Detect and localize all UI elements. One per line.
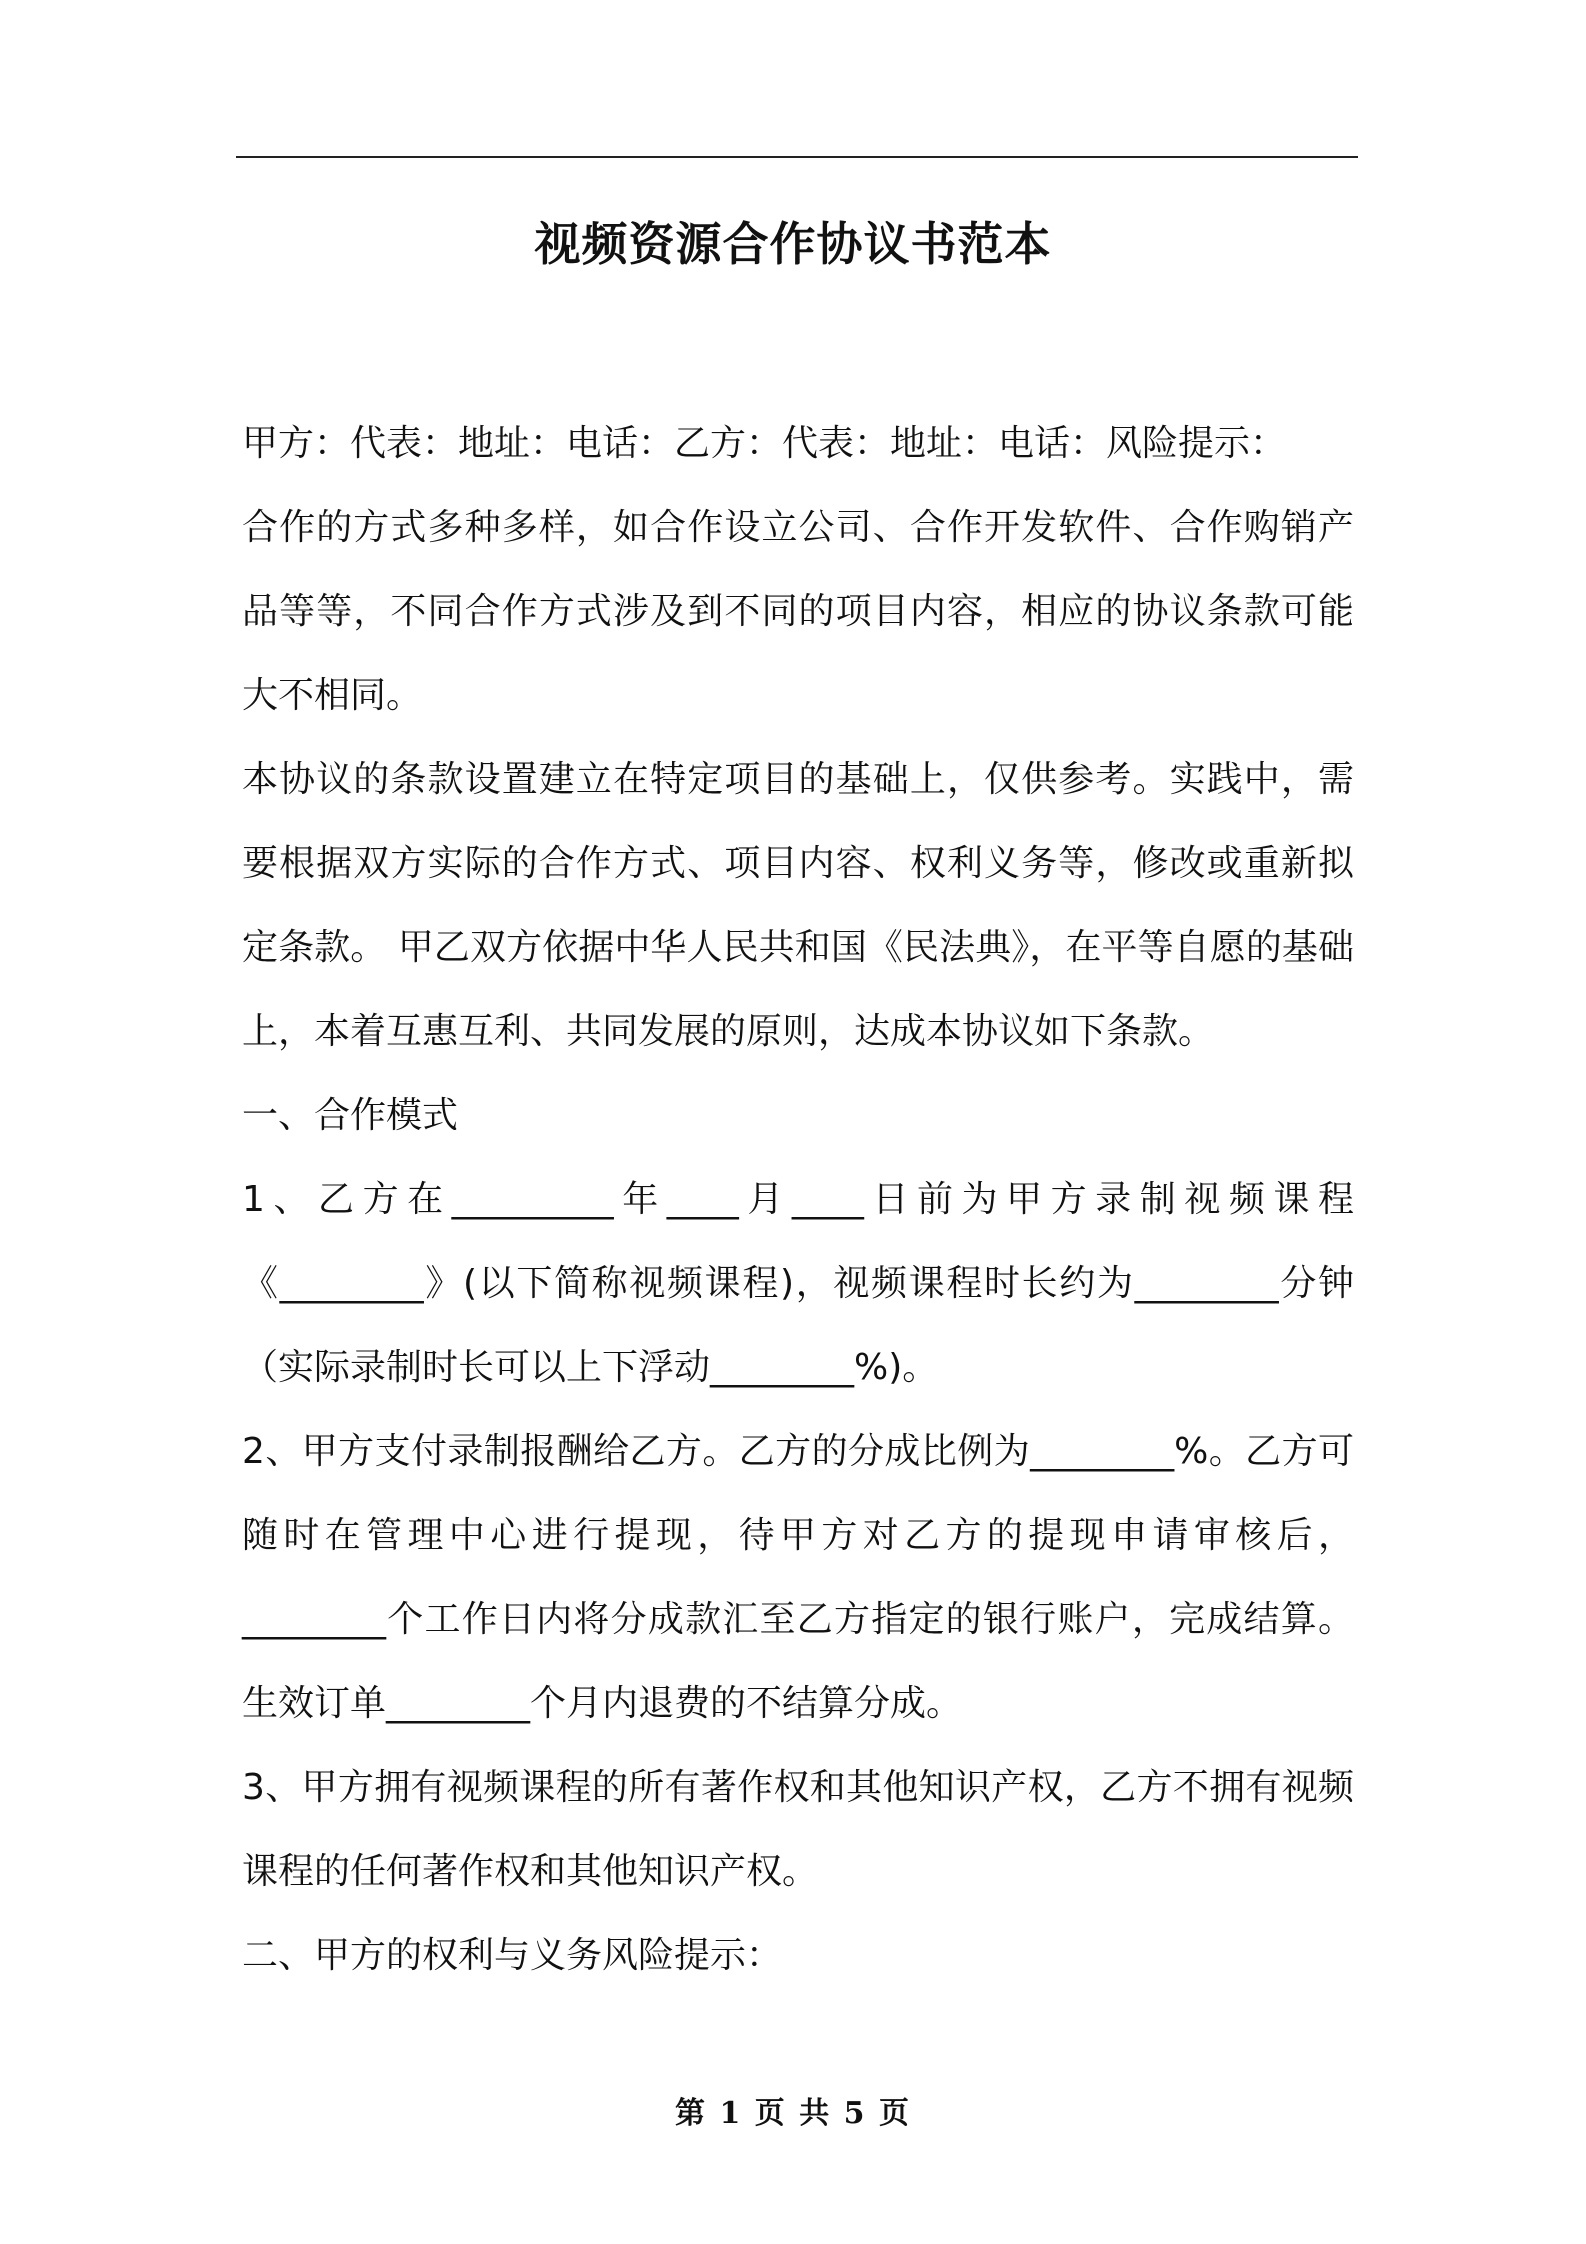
section-heading-party-a-rights: 二、甲方的权利与义务风险提示： bbox=[242, 1935, 783, 1976]
clause-3-paragraph: 3、甲方拥有视频课程的所有著作权和其他知识产权，乙方不拥有视频课程的任何著作权和其他知识产权。 bbox=[242, 1767, 1354, 1892]
clause-2-paragraph: 2、甲方支付录制报酬给乙方。乙方的分成比例为________%。乙方可随时在管理中心进行提现，待甲方对乙方的提现申请审核后，________个工作日内将分成款汇至乙方指定的银行账户，完成结算。生效订单________个月内退费的不结算分成。 bbox=[242, 1431, 1354, 1724]
page-number-footer: 第 1 页 共 5 页 bbox=[675, 2096, 911, 2131]
risk-note-paragraph: 合作的方式多种多样，如合作设立公司、合作开发软件、合作购销产品等等，不同合作方式涉及到不同的项目内容，相应的协议条款可能大不相同。 bbox=[242, 507, 1354, 716]
preamble-paragraph: 本协议的条款设置建立在特定项目的基础上，仅供参考。实践中，需要根据双方实际的合作方式、项目内容、权利义务等，修改或重新拟定条款。 甲乙双方依据中华人民共和国《民法典》，在平等自愿的基础上，本着互惠互利、共同发展的原则，达成本协议如下条款。 bbox=[242, 759, 1354, 1052]
document-title: 视频资源合作协议书范本 bbox=[534, 217, 1052, 271]
document-body bbox=[242, 402, 1354, 1998]
clause-1-paragraph: 1、乙方在_________年____月____日前为甲方录制视频课程《________》(以下简称视频课程)，视频课程时长约为________分钟（实际录制时长可以上下浮动________%)。 bbox=[242, 1179, 1354, 1388]
header-rule bbox=[236, 156, 1358, 158]
section-heading-cooperation-mode: 一、合作模式 bbox=[242, 1095, 459, 1136]
parties-paragraph: 甲方：代表：地址：电话：乙方：代表：地址：电话：风险提示： bbox=[242, 423, 1287, 464]
